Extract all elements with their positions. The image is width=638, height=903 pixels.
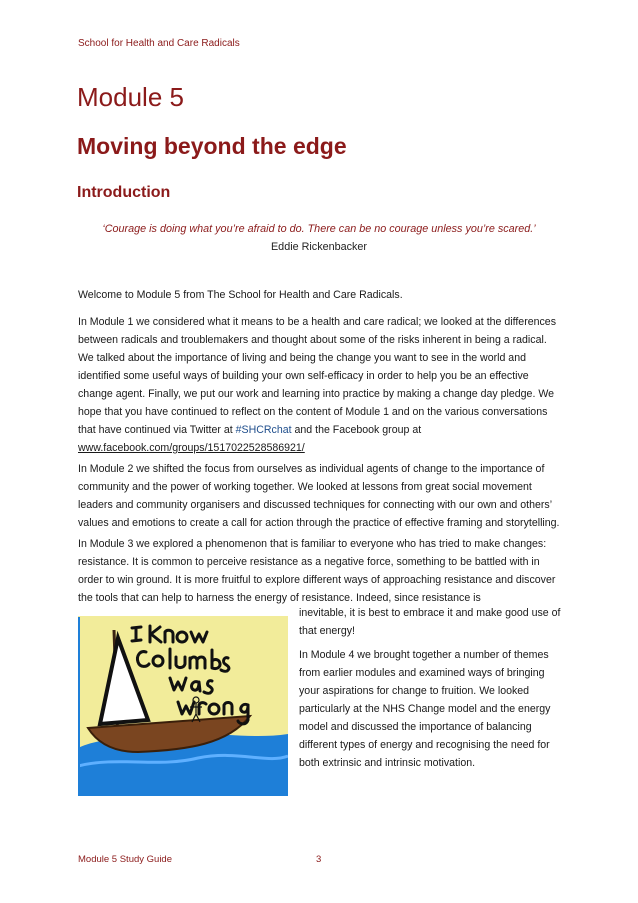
wrapped-column <box>299 604 567 775</box>
running-header: School for Health and Care Radicals <box>78 38 240 49</box>
module-subtitle: Moving beyond the edge <box>77 133 347 159</box>
body-text <box>78 286 564 610</box>
section-heading: Introduction <box>77 184 171 201</box>
twitter-hashtag-link[interactable]: #SHCRchat <box>235 424 292 436</box>
epigraph <box>78 220 560 256</box>
module2-paragraph: In Module 2 we shifted the focus from ourselves as individual agents of change to the importance of community and the power of working together. We looked at lessons from great social movement leaders and community organisers and discussed techniques for connecting with our own and others’ values and emotions to create a call for action through the practice of effective framing and storytelling. <box>78 463 560 529</box>
welcome-paragraph: Welcome to Module 5 from The School for Health and Care Radicals. <box>78 289 403 301</box>
quote-author: Eddie Rickenbacker <box>270 241 368 253</box>
footer-study-guide: Module 5 Study Guide <box>78 854 173 865</box>
module1-paragraph <box>78 313 564 457</box>
module4-paragraph: In Module 4 we brought together a number of themes from earlier modules and examined ways of bringing your aspirations for change to fruition. We looked particularly at the NHS Change model and the energy model and discussed the importance of balancing different types of energy and recognising the need for both extrinsic and intrinsic motivation. <box>299 649 551 769</box>
module3-paragraph-tail: inevitable, it is best to embrace it and make good use of that energy! <box>299 607 561 637</box>
module-title: Module 5 <box>77 82 184 112</box>
columbus-drawing <box>78 616 288 796</box>
facebook-group-link[interactable]: www.facebook.com/groups/1517022528586921/ <box>78 442 305 454</box>
module1-text: In Module 1 we considered what it means to be a health and care radical; we looked at the differences between radicals and troublemakers and thought about some of the risks inherent in being a radical. We talked about the importance of living and being the change you want to see in the world and identified some useful ways of building your own self-efficacy in order to help you be an effective change agent. Finally, we put our work and learning into practice by making a change day pledge. We hope that you have continued to reflect on the content of Module 1 and on the various conversations that have continued via Twitter at <box>78 316 556 436</box>
module1-text-mid: and the Facebook group at <box>291 424 422 436</box>
quote-text: ‘Courage is doing what you’re afraid to do. There can be no courage unless you’re scared.’ <box>102 223 536 235</box>
module3-paragraph: In Module 3 we explored a phenomenon that is familiar to everyone who has tried to make changes: resistance. It is common to perceive resistance as a negative force, something to be battled with in order to win ground. It is more fruitful to explore different ways of approaching resistance and discover the tools that can help to harness the energy of resistance. Indeed, since resistance is <box>78 538 556 604</box>
page-number: 3 <box>316 854 322 865</box>
